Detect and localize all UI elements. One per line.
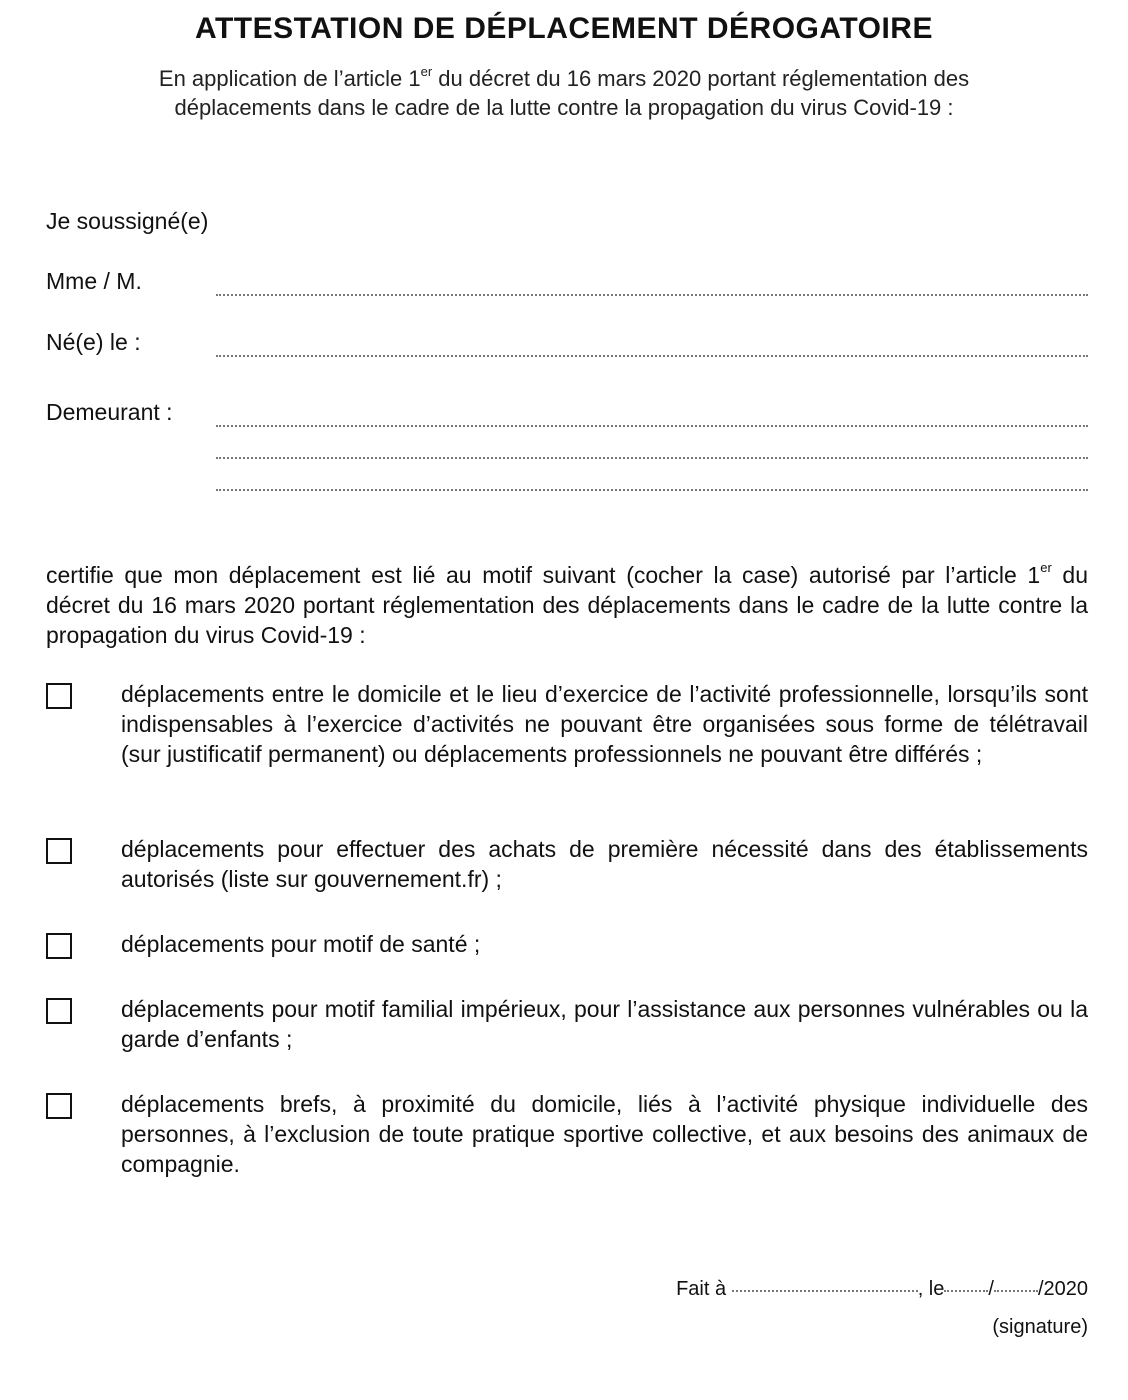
certify-text-pre: certifie que mon déplacement est lié au motif suivant (cocher la case) autorisé par l’article 1 [46,562,1041,588]
address-field-line-1[interactable] [216,425,1088,427]
checkbox-purchases[interactable] [46,838,72,864]
le-label: , le [917,1278,945,1300]
birth-label: Né(e) le : [46,329,141,355]
checkbox-physical-activity[interactable] [46,1093,72,1119]
date-slash: / [988,1278,994,1300]
intro-line1-pre: En application de l’article 1 [158,66,421,91]
day-field[interactable] [944,1290,988,1292]
intro-line2: déplacements dans le cadre de la lutte contre la propagation du virus Covid-19 : [174,95,954,120]
checkbox-professional[interactable] [46,683,72,709]
intro-sup: er [420,63,433,79]
soussigne-label: Je soussigné(e) [46,208,209,234]
checkbox-family[interactable] [46,998,72,1024]
certify-paragraph [46,560,1088,650]
place-date-line [676,1278,1088,1301]
document-title: ATTESTATION DE DÉPLACEMENT DÉROGATOIRE [195,12,933,45]
option-text-purchases: déplacements pour effectuer des achats de première nécessité dans des établissements autorisés (liste sur gouvernement.fr) ; [121,836,1088,892]
year-label: /2020 [1037,1278,1088,1300]
intro-line1-post: du décret du 16 mars 2020 portant réglementation des [432,66,970,91]
option-text-health: déplacements pour motif de santé ; [121,931,481,957]
name-field[interactable] [216,294,1088,296]
option-text-family: déplacements pour motif familial impérieux, pour l’assistance aux personnes vulnérables ou la garde d’enfants ; [121,996,1088,1052]
option-text-professional: déplacements entre le domicile et le lieu d’exercice de l’activité professionnelle, lorsqu’ils sont indispensables à l’exercice d’activités ne pouvant être organisées sous forme de télétravail (sur justificatif permanent) ou déplacements professionnels ne pouvant être différés ; [121,681,1088,767]
option-text-physical-activity: déplacements brefs, à proximité du domicile, liés à l’activité physique individuelle des personnes, à l’exclusion de toute pratique sportive collective, et aux besoins des animaux de compagnie. [121,1091,1088,1177]
checkbox-health[interactable] [46,933,72,959]
certify-sup: er [1040,560,1052,576]
address-label: Demeurant : [46,399,173,425]
fait-a-label: Fait à [676,1278,727,1300]
place-field[interactable] [732,1290,918,1292]
signature-label: (signature) [992,1316,1088,1338]
address-field-line-2[interactable] [216,457,1088,459]
birth-date-field[interactable] [216,355,1088,357]
name-label: Mme / M. [46,268,142,294]
address-field-line-3[interactable] [216,489,1088,491]
intro-paragraph [60,64,1068,122]
month-field[interactable] [994,1290,1038,1292]
certify-text-post: du décret du 16 mars 2020 portant réglementation des déplacements dans le cadre de la lutte contre la propagation du virus Covid-19 : [46,562,1088,648]
